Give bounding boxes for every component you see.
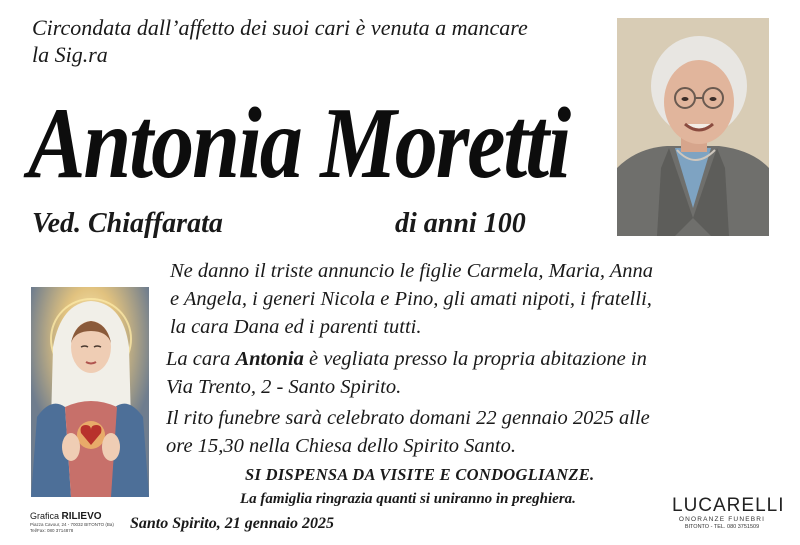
funeral-home-name: LUCARELLI <box>672 495 785 516</box>
announcement-line-3: la cara Dana ed i parenti tutti. <box>170 316 422 338</box>
announcement-paragraph <box>170 257 653 341</box>
sacred-image <box>31 287 149 497</box>
family-thanks: La famiglia ringrazia quanti si uniranno in preghiera. <box>240 491 576 507</box>
madonna-illustration <box>31 287 149 497</box>
printer-brand: RILIEVO <box>61 511 102 522</box>
funeral-home-logo <box>672 495 785 530</box>
wake-line-2: Via Trento, 2 - Santo Spirito. <box>166 376 402 398</box>
no-visits-notice: SI DISPENSA DA VISITE E CONDOGLIANZE. <box>245 465 595 484</box>
widow-of: Ved. Chiaffarata <box>32 208 223 239</box>
printer-label: Grafica <box>30 511 60 521</box>
intro-line-1: Circondata dall’affetto dei suoi cari è venuta a mancare <box>32 15 528 40</box>
wake-prefix: La cara <box>166 348 236 370</box>
wake-paragraph <box>166 345 647 401</box>
wake-suffix: è vegliata presso la propria abitazione in <box>303 348 647 370</box>
deceased-name: Antonia Moretti <box>28 86 570 200</box>
deceased-age: di anni 100 <box>395 208 526 239</box>
printer-phone: Tel/Fax: 080 3714878 <box>30 528 74 533</box>
funeral-home-subtitle: ONORANZE FUNEBRI <box>678 516 766 523</box>
printer-name <box>30 511 130 522</box>
funeral-line-1: Il rito funebre sarà celebrato domani 22 gennaio 2025 alle <box>166 407 650 429</box>
announcement-line-2: e Angela, i generi Nicola e Pino, gli amati nipoti, i fratelli, <box>170 288 652 310</box>
funeral-paragraph <box>166 404 650 460</box>
printer-address: Piazza Cavour, 24 - 70032 BITONTO (Ba) <box>30 522 114 527</box>
wake-name: Antonia <box>235 348 304 370</box>
announcement-line-1: Ne danno il triste annuncio le figlie Carmela, Maria, Anna <box>170 260 654 282</box>
funeral-line-2: ore 15,30 nella Chiesa dello Spirito Santo. <box>166 435 517 457</box>
portrait-illustration <box>617 18 769 236</box>
intro-text <box>32 14 612 68</box>
place-date: Santo Spirito, 21 gennaio 2025 <box>130 515 335 532</box>
funeral-home-contact: BITONTO - TEL. 080 3751509 <box>684 524 760 530</box>
printer-credit <box>30 511 130 534</box>
deceased-photo <box>617 18 769 236</box>
intro-line-2: la Sig.ra <box>32 42 108 67</box>
wake-line-1 <box>166 345 647 373</box>
